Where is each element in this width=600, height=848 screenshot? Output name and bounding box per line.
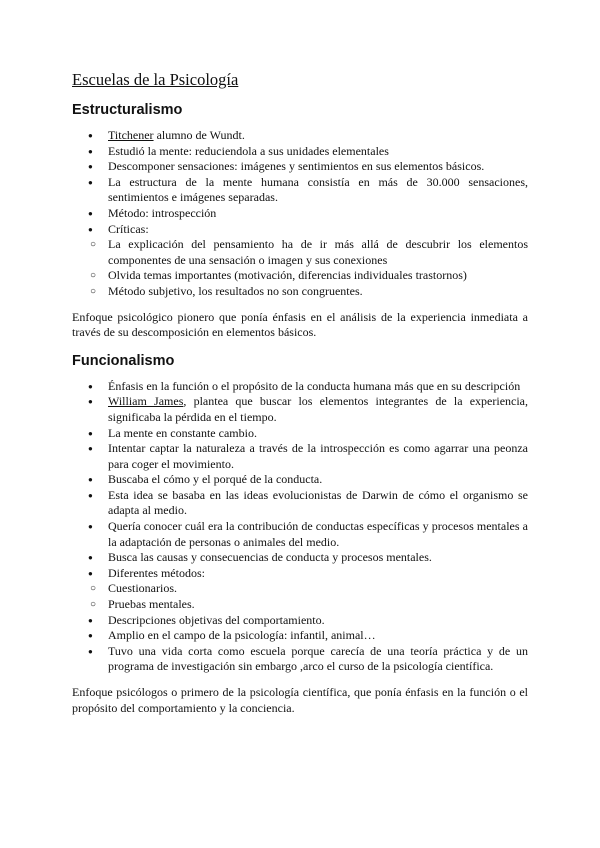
section-summary: Enfoque psicólogos o primero de la psicología científica, que ponía énfasis en la función o el propósito del comportamiento y la conciencia. <box>72 685 528 715</box>
bullet-dot-icon: ● <box>88 631 93 641</box>
bullet-dot-icon: ● <box>88 568 93 578</box>
sub-list-item <box>36 597 528 613</box>
sub-list-item-text: Método subjetivo, los resultados no son congruentes. <box>108 283 363 298</box>
list-item-text: , plantea que buscar los elementos integrantes de la experiencia, significaba la pérdida en el tiempo. <box>108 394 529 424</box>
list-item <box>72 519 528 550</box>
bullet-circle-icon: ○ <box>90 599 97 611</box>
bullet-dot-icon: ● <box>88 146 93 156</box>
bullet-dot-icon: ● <box>88 381 93 391</box>
bullet-dot-icon: ● <box>88 615 93 625</box>
list-item <box>72 550 528 566</box>
bullet-dot-icon: ● <box>88 208 93 218</box>
list-item <box>72 644 528 675</box>
bullet-dot-icon: ● <box>88 490 93 500</box>
document-body <box>72 102 528 716</box>
list-item <box>72 222 528 238</box>
bullet-circle-icon: ○ <box>90 270 97 282</box>
bullet-dot-icon: ● <box>88 553 93 563</box>
sub-list-item-text: Pruebas mentales. <box>108 597 195 612</box>
sub-list-item <box>36 268 528 284</box>
bullet-circle-icon: ○ <box>90 583 97 595</box>
list-item <box>72 206 528 222</box>
list-item <box>72 472 528 488</box>
list-item <box>72 613 528 629</box>
list-item-text: Críticas: <box>108 221 149 236</box>
list-item <box>72 488 528 519</box>
person-link[interactable]: William James <box>108 394 184 409</box>
list-item-text: Descomponer sensaciones: imágenes y sentimientos en sus elementos básicos. <box>108 159 485 174</box>
bullet-list <box>72 128 528 300</box>
list-item-text: Método: introspección <box>108 205 217 220</box>
person-link[interactable]: Titchener <box>108 128 154 142</box>
list-item <box>72 144 528 160</box>
list-item <box>72 426 528 442</box>
bullet-dot-icon: ● <box>88 444 93 454</box>
list-item-text: Esta idea se basaba en las ideas evolucionistas de Darwin de cómo el organismo se adapta al medio. <box>108 487 528 518</box>
list-item-text: Buscaba el cómo y el porqué de la conducta. <box>108 472 323 487</box>
bullet-dot-icon: ● <box>88 522 93 532</box>
list-item-text: Diferentes métodos: <box>108 565 205 580</box>
sub-list-item-text: Cuestionarios. <box>108 581 177 596</box>
bullet-dot-icon: ● <box>88 646 93 656</box>
list-item <box>72 394 528 425</box>
bullet-dot-icon: ● <box>88 475 93 485</box>
list-item-text: Quería conocer cuál era la contribución de conductas específicas y procesos mentales a la adaptación de personas o animales del medio. <box>108 519 528 549</box>
list-item <box>72 379 528 395</box>
sub-list-item-text: La explicación del pensamiento ha de ir más allá de descubrir los elementos componentes de una sensación o imagen y sus conexiones <box>108 237 528 267</box>
section-heading: Funcionalismo <box>72 352 175 369</box>
list-item-text: Énfasis en la función o el propósito de la conducta humana más que en su descripción <box>108 378 521 393</box>
list-item-text: Tuvo una vida corta como escuela porque carecía de una teoría práctica y de un programa de investigación sin embargo ,arco el curso de la psicología científica. <box>108 643 528 674</box>
list-item <box>72 628 528 644</box>
sub-list-item-text: Olvida temas importantes (motivación, diferencias individuales trastornos) <box>108 268 467 283</box>
list-item-text: Busca las causas y consecuencias de conducta y procesos mentales. <box>108 550 432 565</box>
list-item <box>72 441 528 472</box>
bullet-circle-icon: ○ <box>90 239 97 251</box>
section-heading: Estructuralismo <box>72 102 183 118</box>
list-item-text: Amplio en el campo de la psicología: infantil, animal… <box>108 628 376 643</box>
section-summary: Enfoque psicológico pionero que ponía énfasis en el análisis de la experiencia inmediata a través de su descomposición en elementos básicos. <box>72 309 528 340</box>
list-item-text: Estudió la mente: reduciendola a sus unidades elementales <box>108 143 389 158</box>
bullet-dot-icon: ● <box>88 224 93 234</box>
list-item <box>72 128 528 144</box>
list-item <box>72 175 528 206</box>
bullet-dot-icon: ● <box>88 397 93 407</box>
list-item <box>72 159 528 175</box>
list-item-text: Intentar captar la naturaleza a través de la introspección es como agarrar una peonza para coger el movimiento. <box>108 441 528 471</box>
bullet-list <box>72 379 528 675</box>
document-title: Escuelas de la Psicología <box>72 70 239 89</box>
sub-list-item <box>36 237 528 268</box>
list-item-text: Descripciones objetivas del comportamiento. <box>108 612 325 627</box>
list-item-text: La mente en constante cambio. <box>108 425 257 440</box>
bullet-dot-icon: ● <box>88 131 93 140</box>
bullet-dot-icon: ● <box>88 177 93 187</box>
list-item-text: La estructura de la mente humana consistía en más de 30.000 sensaciones, sentimientos e imágenes separadas. <box>108 174 528 205</box>
bullet-dot-icon: ● <box>88 162 93 172</box>
bullet-dot-icon: ● <box>88 428 93 438</box>
sub-list-item <box>36 284 528 300</box>
list-item-text: alumno de Wundt. <box>153 128 245 142</box>
bullet-circle-icon: ○ <box>90 285 97 297</box>
sub-list-item <box>36 581 528 597</box>
list-item <box>72 566 528 582</box>
